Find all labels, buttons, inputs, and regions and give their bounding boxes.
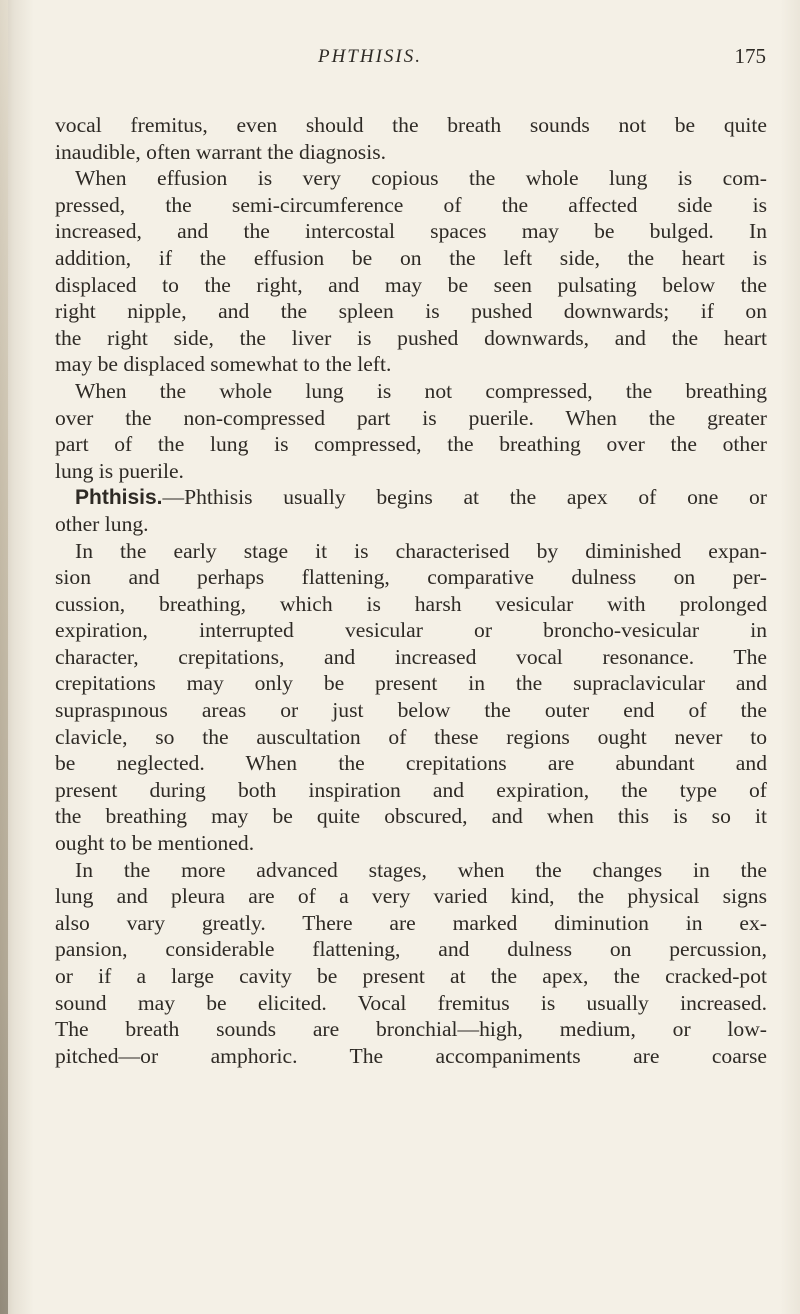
line-text: other lung. <box>55 511 149 536</box>
text-line <box>55 644 767 671</box>
text-line <box>55 591 767 618</box>
text-line <box>55 750 767 777</box>
text-line <box>55 883 767 910</box>
line-text: displaced to the right, and may be seen pulsating below the <box>55 272 767 297</box>
line-text: cussion, breathing, which is harsh vesicular with prolonged <box>55 591 767 616</box>
text-line <box>55 139 767 166</box>
line-text: pansion, considerable flattening, and dulness on percussion, <box>55 937 767 962</box>
line-text: be neglected. When the crepitations are abundant and <box>55 751 767 776</box>
line-text: sound may be elicited. Vocal fremitus is usually increased. <box>55 990 767 1015</box>
text-line <box>55 857 767 884</box>
text-line <box>55 192 767 219</box>
line-text: In the early stage it is characterised by diminished expan- <box>75 538 767 563</box>
text-line <box>55 405 767 432</box>
text-line <box>55 990 767 1017</box>
line-text: In the more advanced stages, when the changes in the <box>75 857 767 882</box>
line-text: —Phthisis usually begins at the apex of one or <box>162 485 767 510</box>
line-text: clavicle, so the auscultation of these regions ought never to <box>55 724 767 749</box>
text-line <box>55 777 767 804</box>
text-line <box>55 511 767 538</box>
line-text: sion and perhaps flattening, comparative dulness on per- <box>55 565 767 590</box>
running-head: PHTHISIS. <box>317 46 423 67</box>
line-text: the right side, the liver is pushed downwards, and the heart <box>55 325 767 350</box>
text-line <box>55 298 767 325</box>
line-text: pitched—or amphoric. The accompaniments are coarse <box>55 1043 767 1068</box>
text-line <box>55 325 767 352</box>
line-text: increased, and the intercostal spaces may be bulged. In <box>55 219 767 244</box>
line-text: addition, if the effusion be on the left side, the heart is <box>55 245 767 270</box>
line-text: over the non-compressed part is puerile. When the greater <box>55 405 767 430</box>
line-text: pressed, the semi-circumference of the affected side is <box>55 192 767 217</box>
text-line <box>55 458 767 485</box>
line-text: lung and pleura are of a very varied kind, the physical signs <box>55 884 767 909</box>
line-text: lung is puerile. <box>55 458 184 483</box>
line-text: inaudible, often warrant the diagnosis. <box>55 139 387 164</box>
line-text: right nipple, and the spleen is pushed downwards; if on <box>55 299 767 324</box>
line-text: part of the lung is compressed, the breathing over the other <box>55 432 767 457</box>
text-line <box>55 218 767 245</box>
text-line <box>55 910 767 937</box>
line-text: may be displaced somewhat to the left. <box>55 352 392 377</box>
text-line <box>55 165 767 192</box>
text-line <box>55 112 767 139</box>
page-number: 175 <box>734 44 766 68</box>
text-line <box>55 617 767 644</box>
line-text: supraspınous areas or just below the outer end of the <box>55 698 767 723</box>
text-line <box>55 1016 767 1043</box>
text-line <box>55 538 767 565</box>
text-line <box>55 963 767 990</box>
text-line <box>55 431 767 458</box>
section-sidehead: Phthisis. <box>75 486 163 510</box>
line-text: ought to be mentioned. <box>55 831 255 856</box>
line-text: present during both inspiration and expiration, the type of <box>55 777 767 802</box>
line-text: crepitations may only be present in the supraclavicular and <box>55 671 767 696</box>
line-text: expiration, interrupted vesicular or broncho-vesicular in <box>55 618 767 643</box>
line-text: also vary greatly. There are marked diminution in ex- <box>55 910 767 935</box>
line-text: When the whole lung is not compressed, the breathing <box>75 378 767 403</box>
text-line <box>55 564 767 591</box>
line-text: The breath sounds are bronchial—high, medium, or low- <box>55 1017 767 1042</box>
text-line <box>55 378 767 405</box>
text-line <box>55 1043 767 1070</box>
text-line <box>55 670 767 697</box>
text-line <box>55 803 767 830</box>
line-text: vocal fremitus, even should the breath sounds not be quite <box>55 113 767 137</box>
body-text <box>55 112 767 1069</box>
text-line <box>55 484 767 511</box>
text-line <box>55 830 767 857</box>
line-text: the breathing may be quite obscured, and when this is so it <box>55 804 767 829</box>
text-line <box>55 351 767 378</box>
line-text: character, crepitations, and increased vocal resonance. The <box>55 644 767 669</box>
page-gutter-shadow <box>0 0 8 1314</box>
text-line <box>55 697 767 724</box>
line-text: When effusion is very copious the whole lung is com- <box>75 166 767 191</box>
text-line <box>55 272 767 299</box>
line-text: or if a large cavity be present at the apex, the cracked-pot <box>55 964 767 988</box>
text-line <box>55 724 767 751</box>
text-line <box>55 245 767 272</box>
text-line <box>55 936 767 963</box>
